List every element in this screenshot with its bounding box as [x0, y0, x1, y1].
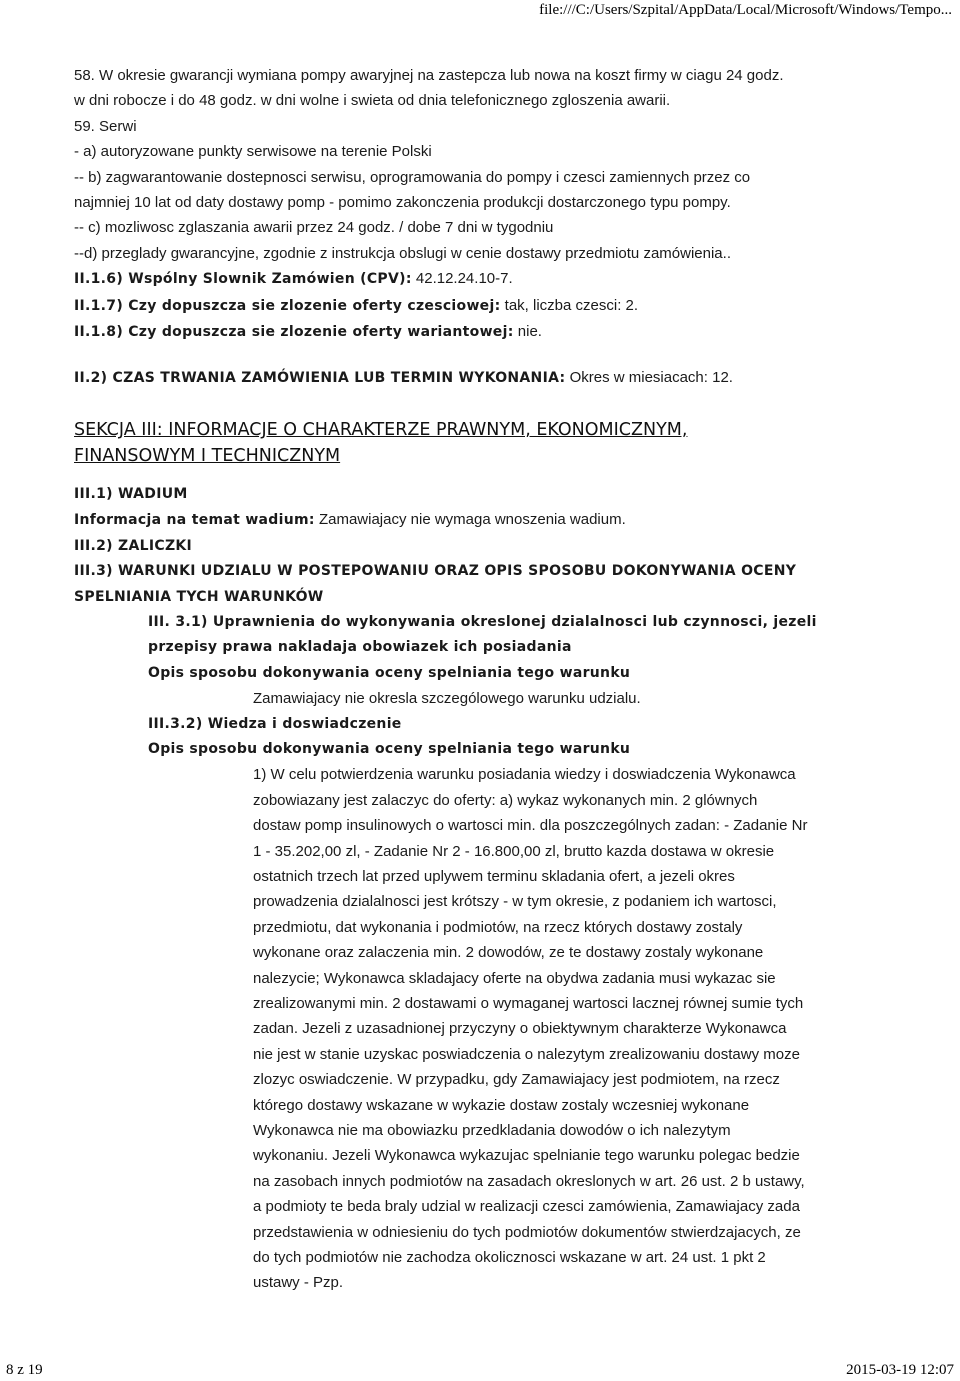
- text-line: zadan. Jezeli z uzasadnionej przyczyny o obiektywnym charakterze Wykonawca: [253, 1020, 787, 1038]
- duration-label: II.2) CZAS TRWANIA ZAMÓWIENIA LUB TERMIN WYKONANIA:: [74, 370, 566, 387]
- text-line: prowadzenia dzialalnosci jest krótszy - w tym okresie, z podaniem ich wartosci,: [253, 893, 777, 911]
- text-line: do tych podmiotów nie zachodza okolicznosci wskazane w art. 24 ust. 1 pkt 2: [253, 1249, 766, 1267]
- text-line: -- b) zagwarantowanie dostepnosci serwisu, oprogramowania do pompy i czesci zamiennych przez co: [74, 168, 751, 186]
- text-line: w dni robocze i do 48 godz. w dni wolne i swieta od dnia telefonicznego zgloszenia awarii.: [74, 92, 671, 110]
- duration-value: Okres w miesiacach: 12.: [569, 369, 733, 387]
- partial-offer-value: tak, liczba czesci: 2.: [504, 296, 639, 314]
- section-title: [74, 417, 914, 469]
- text-line: zobowiazany jest zalaczyc do oferty: a) wykaz wykonanych min. 2 glównych: [253, 791, 758, 809]
- subsection-heading: III. 3.1) Uprawnienia do wykonywania okreslonej dzialalnosci lub czynnosci, jezeli: [148, 613, 817, 630]
- partial-offer-field: [74, 293, 914, 319]
- print-datetime: 2015-03-19 12:07: [846, 1362, 954, 1378]
- assessment-label: Opis sposobu dokonywania oceny spelniania tego warunku: [148, 664, 631, 681]
- variant-offer-label: II.1.8) Czy dopuszcza sie zlozenie oferty wariantowej:: [74, 324, 514, 341]
- text-line: ustawy - Pzp.: [253, 1274, 344, 1292]
- page-counter: 8 z 19: [6, 1362, 43, 1378]
- text-line: przedmiotu, dat wykonania i podmiotów, na rzecz których dostawy zostaly: [253, 918, 743, 936]
- cpv-field: [74, 266, 914, 292]
- experience-block: [74, 712, 914, 763]
- text-line: nie jest w stanie uzyskac poswiadczenia o nalezytym zrealizowaniu dostawy moze: [253, 1045, 800, 1063]
- assessment-value-block: [74, 686, 914, 711]
- text-line: na zasobach innych podmiotów na zasadach okreslonych w art. 26 ust. 2 b ustawy,: [253, 1172, 805, 1190]
- conditions-heading: SPELNIANIA TYCH WARUNKÓW: [74, 588, 324, 605]
- section-title-line: SEKCJA III: INFORMACJE O CHARAKTERZE PRAWNYM, EKONOMICZNYM,: [74, 419, 688, 440]
- subsection-heading: III.3.2) Wiedza i doswiadczenie: [148, 715, 402, 732]
- assessment-label: Opis sposobu dokonywania oceny spelniania tego warunku: [148, 740, 631, 757]
- variant-offer-field: [74, 319, 914, 345]
- zaliczki-heading: III.2) ZALICZKI: [74, 537, 193, 554]
- text-line: przedstawienia w odniesieniu do tych podmiotów dokumentów stwierdzajacych, ze: [253, 1223, 801, 1241]
- partial-offer-label: II.1.7) Czy dopuszcza sie zlozenie oferty czesciowej:: [74, 297, 501, 314]
- assessment-value: Zamawiajacy nie okresla szczególowego warunku udzialu.: [253, 690, 641, 708]
- section-title-line: FINANSOWYM I TECHNICZNYM: [74, 445, 341, 466]
- text-line: nalezycie; Wykonawca skladajacy oferte na obydwa zadania musi wykazac sie: [253, 969, 776, 987]
- text-line: ostatnich trzech lat przed uplywem terminu skladania ofert, a jezeli okres: [253, 867, 735, 885]
- text-line: 1) W celu potwierdzenia warunku posiadania wiedzy i doswiadczenia Wykonawca: [253, 766, 796, 784]
- variant-offer-value: nie.: [517, 323, 542, 341]
- text-line: najmniej 10 lat od daty dostawy pomp - pomimo zakonczenia produkcji dostarczonego typu pompy.: [74, 194, 731, 212]
- text-line: zlozyc oswiadczenie. W przypadku, gdy Zamawiajacy jest podmiotem, na rzecz: [253, 1071, 780, 1089]
- text-line: 59. Serwi: [74, 117, 137, 135]
- text-line: 58. W okresie gwarancji wymiana pompy awaryjnej na zastepcza lub nowa na koszt firmy w ciagu 24 godz.: [74, 67, 784, 84]
- text-line: Wykonawca nie ma obowiazku przedkladania dowodów o ich nalezytym: [253, 1122, 731, 1140]
- conditions-heading: III.3) WARUNKI UDZIALU W POSTEPOWANIU ORAZ OPIS SPOSOBU DOKONYWANIA OCENY: [74, 563, 797, 580]
- cpv-label: II.1.6) Wspólny Slownik Zamówien (CPV):: [74, 271, 412, 288]
- wadium-info: [74, 507, 914, 533]
- document-body: [74, 63, 914, 1296]
- cpv-value: 42.12.24.10-7.: [415, 270, 513, 288]
- experience-text: [74, 762, 914, 1296]
- wadium-heading: III.1) WADIUM: [74, 485, 188, 502]
- text-line: dostaw pomp insulinowych o wartosci min. dla poszczególnych zadan: - Zadanie Nr: [253, 817, 808, 835]
- text-line: -- c) mozliwosc zglaszania awarii przez 24 godz. / dobe 7 dni w tygodniu: [74, 219, 554, 237]
- text-line: - a) autoryzowane punkty serwisowe na terenie Polski: [74, 143, 432, 161]
- conditions-body: [74, 610, 914, 686]
- duration-field: [74, 365, 914, 391]
- text-line: zrealizowanymi min. 2 dostawami o wymaganej wartosci lacznej równej sumie tych: [253, 995, 804, 1012]
- wadium-info-value: Zamawiajacy nie wymaga wnoszenia wadium.: [318, 511, 626, 529]
- subsection-heading: przepisy prawa nakladaja obowiazek ich posiadania: [148, 639, 572, 656]
- text-line: wykonaniu. Jezeli Wykonawca wykazujac spelnianie tego warunku polegac bedzie: [253, 1147, 800, 1165]
- text-line: którego dostawy wskazane w wykazie dostaw zostaly wczesniej wykonane: [253, 1096, 750, 1114]
- header-file-url: file:///C:/Users/Szpital/AppData/Local/Microsoft/Windows/Tempo...: [539, 2, 952, 18]
- wadium-info-label: Informacja na temat wadium:: [74, 512, 315, 529]
- text-line: --d) przeglady gwarancyjne, zgodnie z instrukcja obslugi w cenie dostawy przedmiotu zamówienia..: [74, 244, 731, 262]
- text-line: wykonane oraz zalaczenia min. 2 dowodów, ze te dostawy zostaly wykonane: [253, 944, 764, 962]
- text-line: 1 - 35.202,00 zl, - Zadanie Nr 2 - 16.800,00 zl, brutto kazda dostawa w okresie: [253, 842, 775, 860]
- text-line: a podmioty te beda braly udzial w realizacji czesci zamówienia, Zamawiajacy zada: [253, 1198, 800, 1216]
